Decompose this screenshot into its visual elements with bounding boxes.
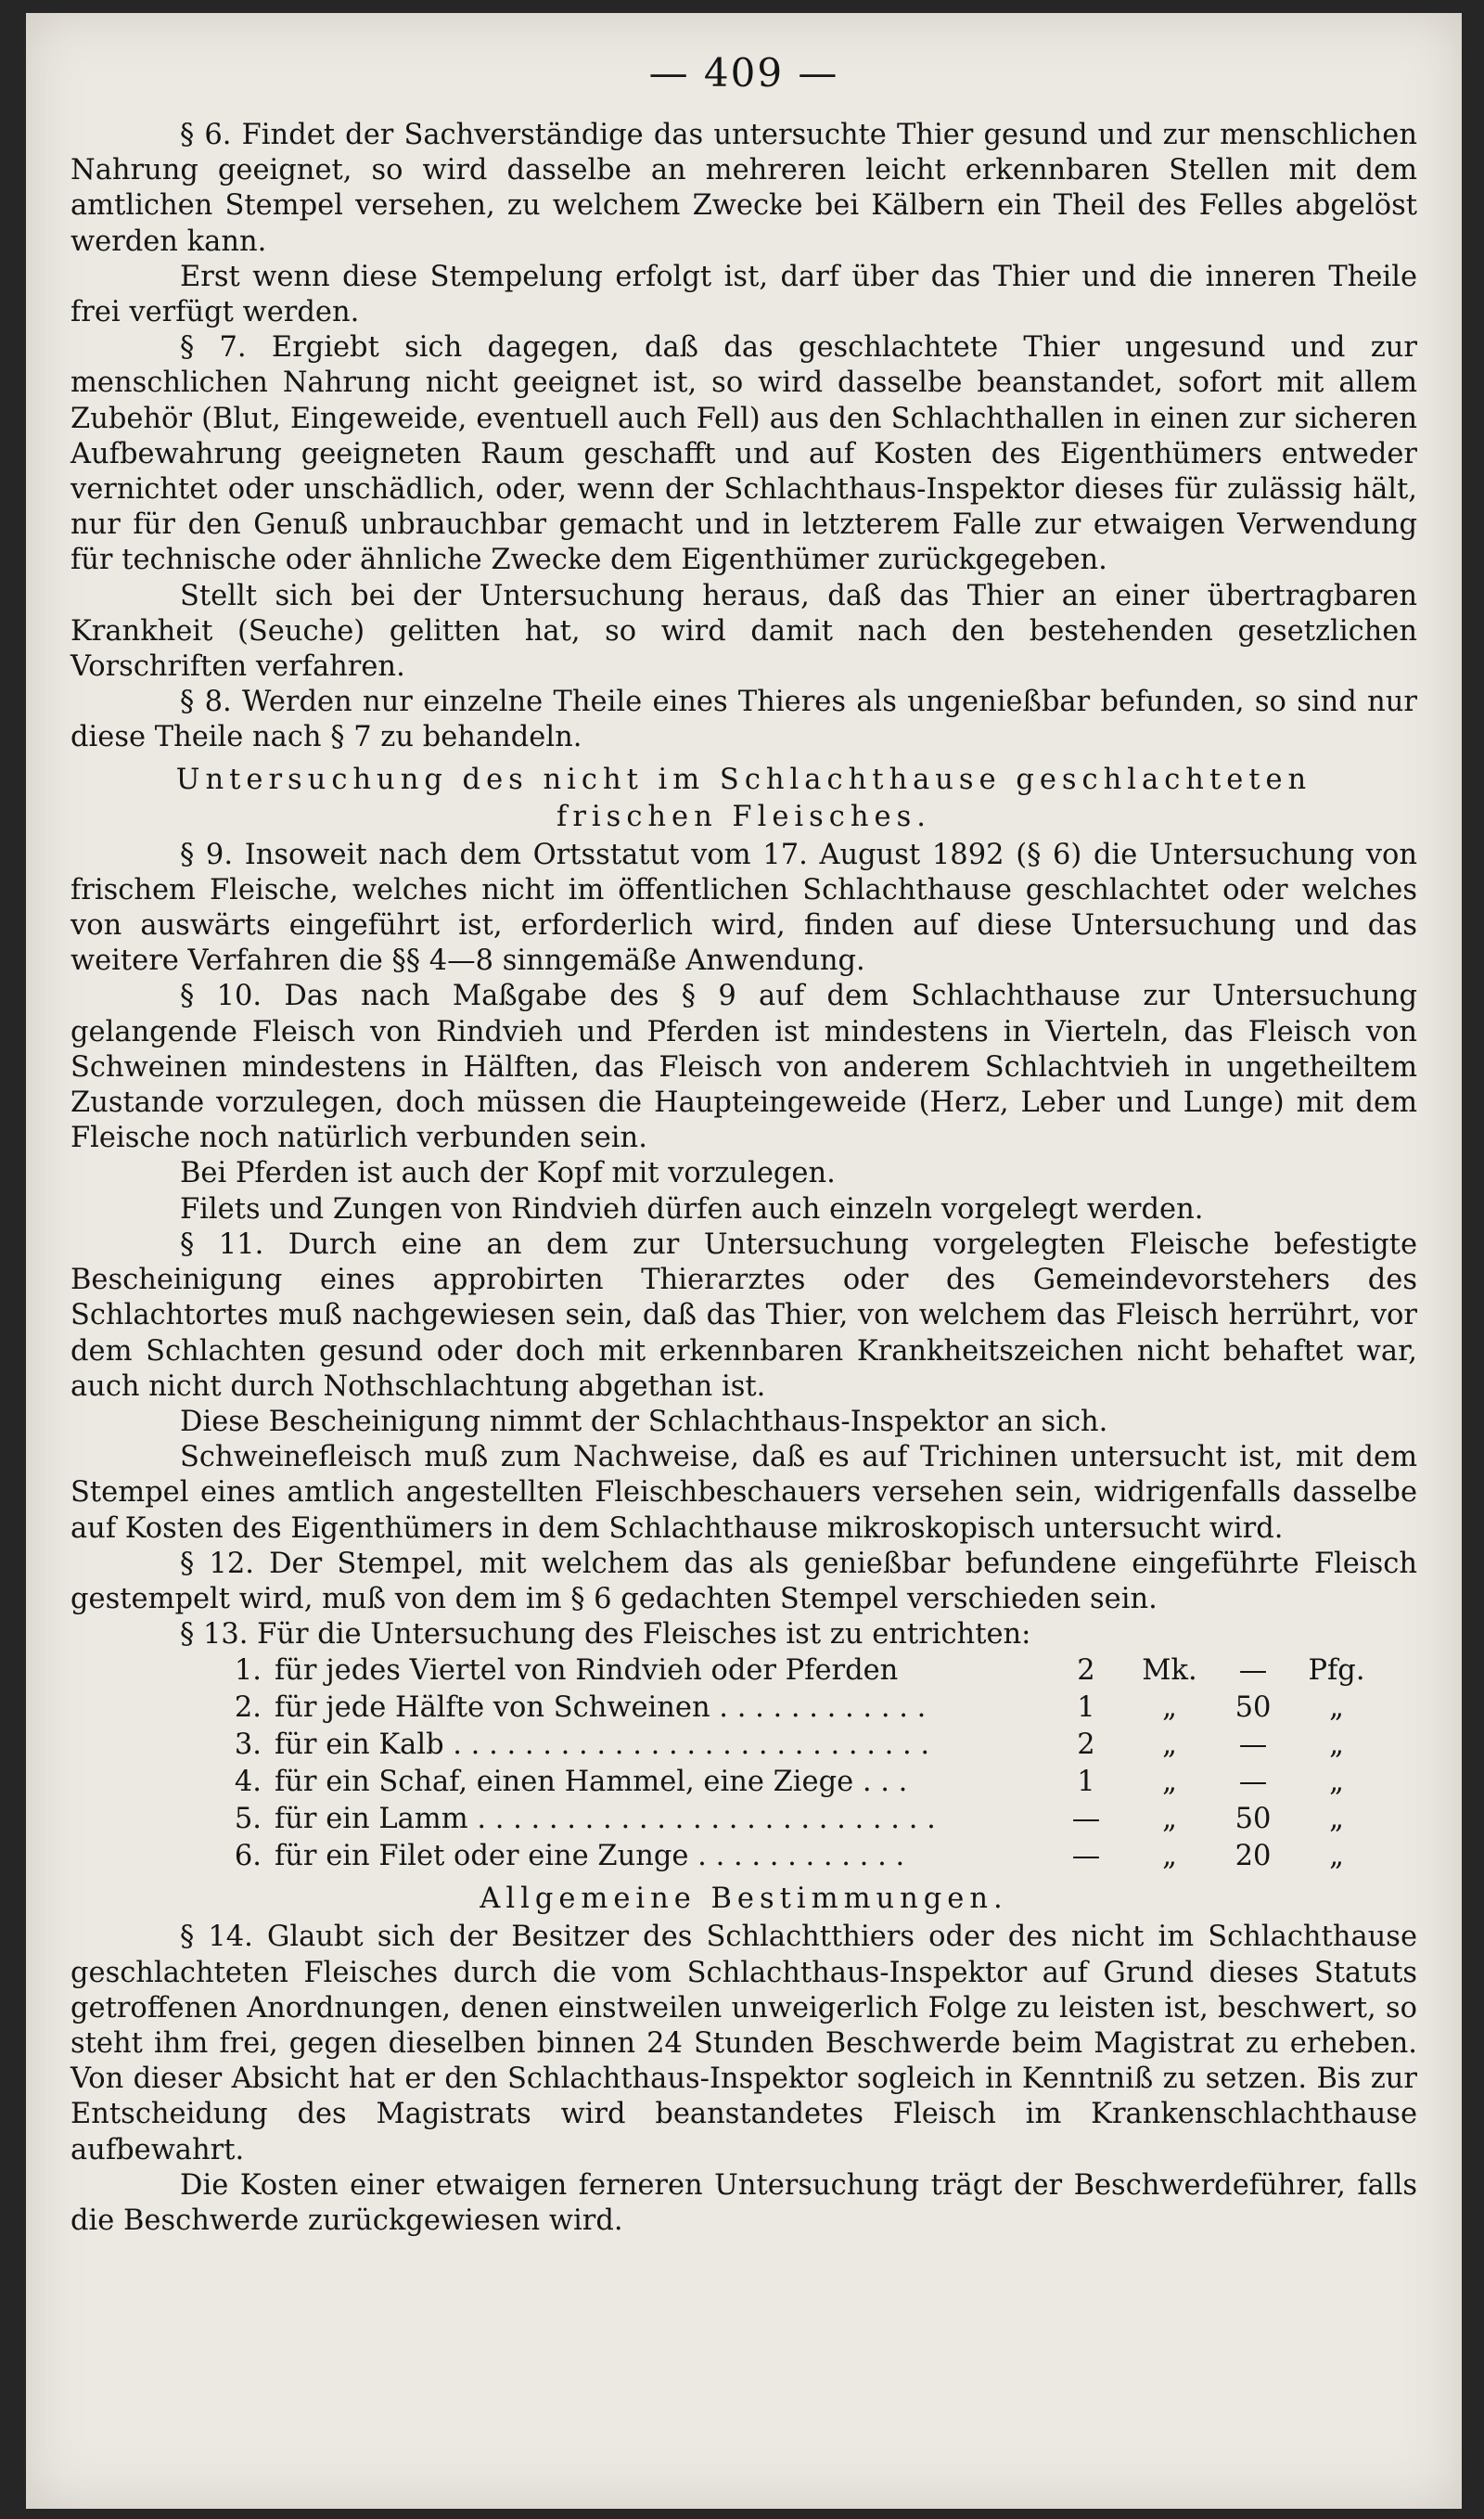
section-heading-line: Untersuchung des nicht im Schlachthause geschlachteten [175,763,1312,796]
section-heading-line: frischen Fleisches. [556,800,931,833]
paragraph-10: § 10. Das nach Maßgabe des § 9 auf dem Schlachthause zur Untersuchung gelangende Fleisch von Rindvieh und Pferden ist mindestens in Vierteln, das Fleisch von Schweinen mindestens in Hälften, das Fleisch von anderem Schlachtvieh in ungetheiltem Zustande vorzulegen, doch müssen die Haupteingeweide (Herz, Leber und Lunge) mit dem Fleische noch natürlich verbunden sein. [70,980,1417,1155]
section-slaughter-inspection [70,118,1417,756]
fee-pfennig: 20 [1235,1840,1272,1873]
fee-pfennig: 50 [1235,1691,1272,1725]
fee-marks-unit: Mk. [1142,1654,1197,1688]
fee-marks-unit: „ [1162,1766,1177,1799]
fee-pfennig-unit: „ [1329,1803,1344,1836]
fee-description: für jedes Viertel von Rindvieh oder Pferden [275,1654,899,1688]
section-general-provisions [70,1920,1417,2239]
fee-marks-unit: „ [1162,1840,1177,1873]
page-content [70,50,1417,2239]
fee-description: für ein Kalb . . . . . . . . . . . . . . . . . . . . . . . . . . . [275,1729,930,1762]
fee-pfennig-unit: Pfg. [1308,1654,1365,1688]
paragraph-9: § 9. Insoweit nach dem Ortsstatut vom 17. August 1892 (§ 6) die Untersuchung von frischem Fleische, welches nicht im öffentlichen Schlachthause geschlachtet oder welches von auswärts eingeführt ist, erforderlich wird, finden auf diese Untersuchung und das weitere Verfahren die §§ 4—8 sinngemäße Anwendung. [70,838,1417,978]
paragraph-11-certificate: Diese Bescheinigung nimmt der Schlachthaus-Inspektor an sich. [180,1405,1108,1438]
paragraph-7: § 7. Ergiebt sich dagegen, daß das geschlachtete Thier ungesund und zur menschlichen Nahrung nicht geeignet ist, so wird dasselbe beanstandet, sofort mit allem Zubehör (Blut, Eingeweide, eventuell auch Fell) aus den Schlachthallen in einen zur sicheren Aufbewahrung geeigneten Raum geschafft und auf Kosten des Eigenthümers entweder vernichtet oder unschädlich, oder, wenn der Schlachthaus-Inspektor dieses für zulässig hält, nur für den Genuß unbrauchbar gemacht und in letzterem Falle zur etwaigen Verwendung für technische oder ähnliche Zwecke dem Eigenthümer zurückgegeben. [70,331,1417,577]
fee-number: 2. [234,1691,262,1725]
section-heading-general: Allgemeine Bestimmungen. [480,1883,1008,1916]
fee-marks-unit: „ [1162,1691,1177,1725]
fee-number: 4. [234,1766,262,1799]
fee-marks: — [1071,1803,1101,1836]
paragraph-11-pork: Schweinefleisch muß zum Nachweise, daß es auf Trichinen untersucht ist, mit dem Stempel eines amtlich angestellten Fleischbeschauers versehen sein, widrigenfalls dasselbe auf Kosten des Eigenthümers in dem Schlachthause mikroskopisch untersucht wird. [70,1441,1417,1545]
fee-description: für ein Schaf, einen Hammel, eine Ziege . . . [275,1766,908,1799]
fee-number: 5. [234,1803,262,1836]
fee-description: für jede Hälfte von Schweinen . . . . . . . . . . . . [275,1691,927,1725]
paragraph-8: § 8. Werden nur einzelne Theile eines Thieres als ungenießbar befunden, so sind nur diese Theile nach § 7 zu behandeln. [70,686,1417,754]
fee-row [70,1764,1417,1801]
fee-description: für ein Lamm . . . . . . . . . . . . . . . . . . . . . . . . . . [275,1803,936,1836]
fee-pfennig: — [1238,1766,1268,1799]
fee-pfennig: — [1238,1729,1268,1762]
fee-marks: 2 [1077,1729,1095,1762]
section-fresh-meat [70,838,1417,1653]
fee-row [70,1652,1417,1690]
fee-pfennig: 50 [1235,1803,1272,1836]
paragraph-6: § 6. Findet der Sachverständige das untersuchte Thier gesund und zur menschlichen Nahrung geeignet, so wird dasselbe an mehreren leicht erkennbaren Stellen mit dem amtlichen Stempel versehen, zu welchem Zwecke bei Kälbern ein Theil des Felles abgelöst werden kann. [70,119,1417,258]
fee-number: 3. [234,1729,262,1762]
fee-row [70,1801,1417,1838]
fee-number: 6. [234,1840,262,1873]
fee-table [70,1652,1417,1875]
paragraph-11: § 11. Durch eine an dem zur Untersuchung vorgelegten Fleische befestigte Bescheinigung eines approbirten Thierarztes oder des Gemeindevorstehers des Schlachtortes muß nachgewiesen sein, daß das Thier, von welchem das Fleisch herrührt, vor dem Schlachten gesund oder doch mit erkennbaren Krankheitszeichen nicht behaftet war, auch nicht durch Nothschlachtung abgethan ist. [70,1227,1417,1403]
fee-pfennig-unit: „ [1329,1840,1344,1873]
fee-marks-unit: „ [1162,1803,1177,1836]
paragraph-14-costs: Die Kosten einer etwaigen ferneren Untersuchung trägt der Beschwerdeführer, falls die Beschwerde zurückgewiesen wird. [70,2168,1417,2237]
paragraph-13: § 13. Für die Untersuchung des Fleisches ist zu entrichten: [180,1618,1031,1651]
fee-row [70,1838,1417,1875]
fee-number: 1. [234,1654,262,1688]
fee-description: für ein Filet oder eine Zunge . . . . . . . . . . . . [275,1840,905,1873]
fee-marks: 1 [1077,1691,1095,1725]
fee-pfennig-unit: „ [1329,1691,1344,1725]
paragraph-7-disease: Stellt sich bei der Untersuchung heraus, daß das Thier an einer übertragbaren Krankheit (Seuche) gelitten hat, so wird damit nach den bestehenden gesetzlichen Vorschriften verfahren. [70,579,1417,684]
paragraph-12: § 12. Der Stempel, mit welchem das als genießbar befundene eingeführte Fleisch gestempelt wird, muß von dem im § 6 gedachten Stempel verschieden sein. [70,1547,1417,1615]
fee-marks-unit: „ [1162,1729,1177,1762]
fee-marks: — [1071,1840,1101,1873]
fee-pfennig: — [1238,1654,1268,1688]
section-heading-fresh-meat [70,762,1417,836]
paragraph-10-horses: Bei Pferden ist auch der Kopf mit vorzulegen. [180,1157,836,1190]
fee-row [70,1690,1417,1727]
paragraph-10-filets: Filets und Zungen von Rindvieh dürfen auch einzeln vorgelegt werden. [180,1192,1204,1226]
page-number: — 409 — [648,50,839,96]
fee-marks: 1 [1077,1766,1095,1799]
paragraph-14: § 14. Glaubt sich der Besitzer des Schlachtthiers oder des nicht im Schlachthause geschlachteten Fleisches durch die vom Schlachthaus-Inspektor auf Grund dieses Statuts getroffenen Anordnungen, denen einstweilen unweigerlich Folge zu leisten ist, beschwert, so steht ihm frei, gegen dieselben binnen 24 Stunden Beschwerde beim Magistrat zu erheben. Von dieser Absicht hat er den Schlachthaus-Inspektor sogleich in Kenntniß zu setzen. Bis zur Entscheidung des Magistrats wird beanstandetes Fleisch im Krankenschlachthause aufbewahrt. [70,1921,1417,2166]
fee-marks: 2 [1077,1654,1095,1688]
document-page [26,13,1462,2509]
paragraph-6-stamping: Erst wenn diese Stempelung erfolgt ist, darf über das Thier und die inneren Theile frei verfügt werden. [70,260,1417,329]
fee-row [70,1727,1417,1764]
fee-pfennig-unit: „ [1329,1766,1344,1799]
fee-pfennig-unit: „ [1329,1729,1344,1762]
